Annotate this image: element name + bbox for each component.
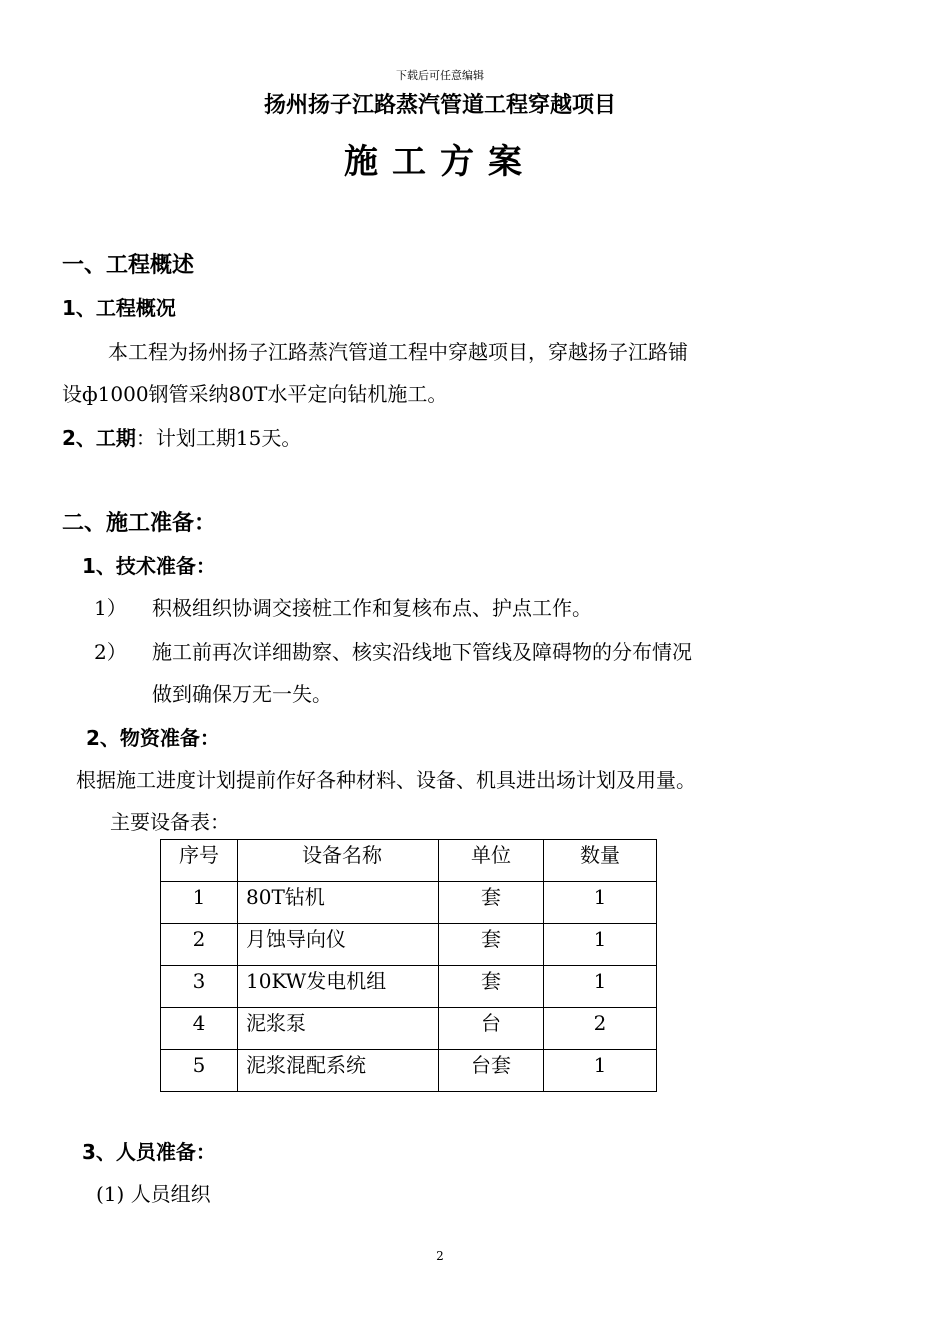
cell-name: 10KW发电机组 xyxy=(238,966,439,1008)
schedule-text: ：计划工期15天。 xyxy=(135,426,302,450)
tech-item-2-text-cont: 做到确保万无一失。 xyxy=(152,682,332,706)
table-header-row xyxy=(161,840,657,882)
schedule-label: 2、工期 xyxy=(62,426,136,450)
table-caption: 主要设备表： xyxy=(110,810,230,834)
cell-unit: 台 xyxy=(439,1008,544,1050)
document-subtitle: 施工方案 xyxy=(344,142,536,182)
table-row xyxy=(161,882,657,924)
schedule-line xyxy=(62,422,301,451)
table-row xyxy=(161,924,657,966)
cell-index: 4 xyxy=(161,1008,238,1050)
cell-unit: 套 xyxy=(439,924,544,966)
cell-quantity: 1 xyxy=(544,924,657,966)
equipment-table xyxy=(160,839,657,1092)
table-row xyxy=(161,1050,657,1092)
header-equipment-name: 设备名称 xyxy=(238,840,439,882)
cell-quantity: 1 xyxy=(544,966,657,1008)
tech-item-2-number: 2） xyxy=(94,640,127,664)
cell-unit: 台套 xyxy=(439,1050,544,1092)
cell-quantity: 2 xyxy=(544,1008,657,1050)
cell-unit: 套 xyxy=(439,882,544,924)
table-row xyxy=(161,1008,657,1050)
cell-unit: 套 xyxy=(439,966,544,1008)
header-quantity: 数量 xyxy=(544,840,657,882)
technical-prep-heading: 1、技术准备： xyxy=(82,554,216,578)
personnel-prep-heading: 3、人员准备： xyxy=(82,1140,216,1164)
tech-item-2-text: 施工前再次详细勘察、核实沿线地下管线及障碍物的分布情况 xyxy=(152,640,692,664)
page-number: 2 xyxy=(436,1249,444,1263)
material-prep-heading: 2、物资准备： xyxy=(86,726,220,750)
cell-index: 3 xyxy=(161,966,238,1008)
cell-index: 5 xyxy=(161,1050,238,1092)
table-row xyxy=(161,966,657,1008)
document-title: 扬州扬子江路蒸汽管道工程穿越项目 xyxy=(263,93,616,118)
subsection-overview-heading: 1、工程概况 xyxy=(62,296,176,320)
overview-line-2: 设ф1000钢管采纳80T水平定向钻机施工。 xyxy=(62,382,448,406)
material-text: 根据施工进度计划提前作好各种材料、设备、机具进出场计划及用量。 xyxy=(76,768,696,792)
cell-quantity: 1 xyxy=(544,1050,657,1092)
header-unit: 单位 xyxy=(439,840,544,882)
tech-item-1-number: 1） xyxy=(94,596,127,620)
section-2-heading: 二、施工准备： xyxy=(62,511,217,536)
cell-index: 2 xyxy=(161,924,238,966)
header-note: 下载后可任意编辑 xyxy=(396,69,484,82)
tech-item-1-text: 积极组织协调交接桩工作和复核布点、护点工作。 xyxy=(152,596,592,620)
cell-index: 1 xyxy=(161,882,238,924)
overview-line-1: 本工程为扬州扬子江路蒸汽管道工程中穿越项目，穿越扬子江路铺 xyxy=(108,340,688,364)
header-index: 序号 xyxy=(161,840,238,882)
cell-quantity: 1 xyxy=(544,882,657,924)
cell-name: 月蚀导向仪 xyxy=(238,924,439,966)
personnel-item-1: (1) 人员组织 xyxy=(96,1182,211,1206)
cell-name: 泥浆泵 xyxy=(238,1008,439,1050)
cell-name: 80T钻机 xyxy=(238,882,439,924)
cell-name: 泥浆混配系统 xyxy=(238,1050,439,1092)
section-1-heading: 一、工程概述 xyxy=(62,253,195,278)
